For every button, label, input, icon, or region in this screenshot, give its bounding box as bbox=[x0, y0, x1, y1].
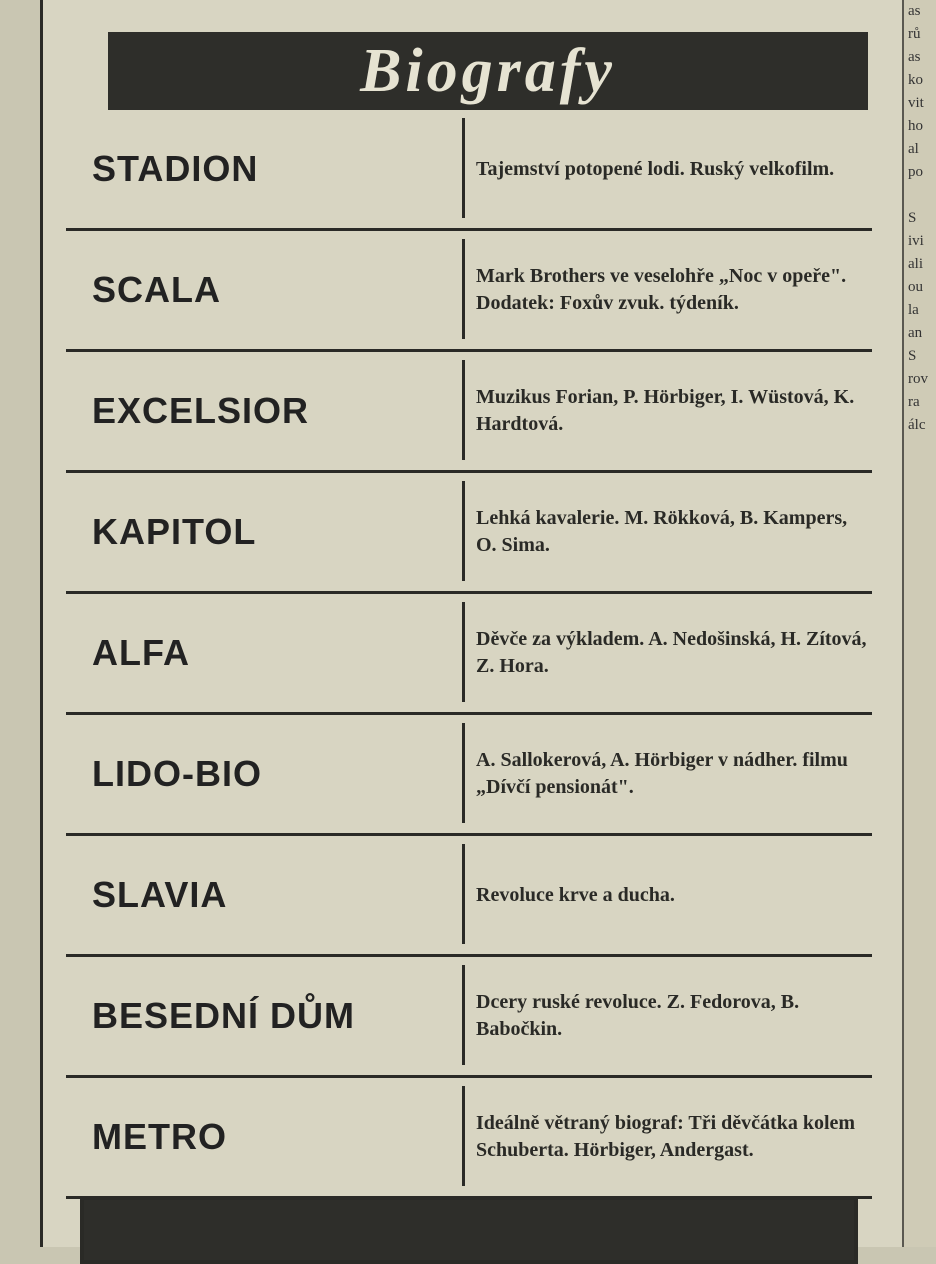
cinema-name: BESEDNÍ DŮM bbox=[92, 995, 356, 1036]
column-divider bbox=[462, 360, 465, 460]
film-description: Dcery ruské revoluce. Z. Fedorova, B. Babočkin. bbox=[476, 991, 800, 1040]
listing-row bbox=[66, 594, 872, 715]
film-description: Ideálně větraný biograf: Tři děvčátka kolem Schuberta. Hörbiger, Andergast. bbox=[476, 1112, 856, 1161]
page-title: Biografy bbox=[360, 36, 616, 105]
adjacent-column-strip bbox=[902, 0, 936, 1247]
listing-row bbox=[66, 352, 872, 473]
listing-row bbox=[66, 231, 872, 352]
film-description: Lehká kavalerie. M. Rökková, B. Kampers, O. Sima. bbox=[476, 507, 848, 556]
header-banner bbox=[108, 32, 868, 110]
listing-row bbox=[66, 715, 872, 836]
film-description: Mark Brothers ve veselohře „Noc v opeře". Dodatek: Foxův zvuk. týdeník. bbox=[476, 265, 847, 314]
cinema-name: ALFA bbox=[92, 632, 190, 673]
column-divider bbox=[462, 965, 465, 1065]
adjacent-column-text: as rů as ko vit ho al po S ivi ali ou la an S rov ra álc bbox=[908, 3, 928, 433]
next-section-banner bbox=[80, 1196, 858, 1264]
column-divider bbox=[462, 481, 465, 581]
film-description: A. Sallokerová, A. Hörbiger v nádher. filmu „Dívčí pensionát". bbox=[476, 749, 848, 798]
listing-row bbox=[66, 110, 872, 231]
cinema-name: METRO bbox=[92, 1116, 227, 1157]
film-description: Muzikus Forian, P. Hörbiger, I. Wüstová, K. Hardtová. bbox=[476, 386, 855, 435]
cinema-name: SLAVIA bbox=[92, 874, 228, 915]
film-description: Děvče za výkladem. A. Nedošinská, H. Zítová, Z. Hora. bbox=[476, 628, 867, 677]
column-divider bbox=[462, 1086, 465, 1186]
listing-row bbox=[66, 473, 872, 594]
cinema-name: LIDO-BIO bbox=[92, 753, 262, 794]
listing-row bbox=[66, 957, 872, 1078]
cinema-name: KAPITOL bbox=[92, 511, 257, 552]
column-divider bbox=[462, 723, 465, 823]
listing-row bbox=[66, 1078, 872, 1199]
cinema-listing-table bbox=[66, 110, 872, 1199]
cinema-name: EXCELSIOR bbox=[92, 390, 310, 431]
column-divider bbox=[462, 118, 465, 218]
cinema-name: SCALA bbox=[92, 269, 221, 310]
listing-row bbox=[66, 836, 872, 957]
column-divider bbox=[462, 844, 465, 944]
cinema-name: STADION bbox=[92, 148, 259, 189]
column-divider bbox=[462, 602, 465, 702]
film-description: Revoluce krve a ducha. bbox=[476, 883, 675, 906]
film-description: Tajemství potopené lodi. Ruský velkofilm. bbox=[476, 157, 835, 180]
column-divider bbox=[462, 239, 465, 339]
